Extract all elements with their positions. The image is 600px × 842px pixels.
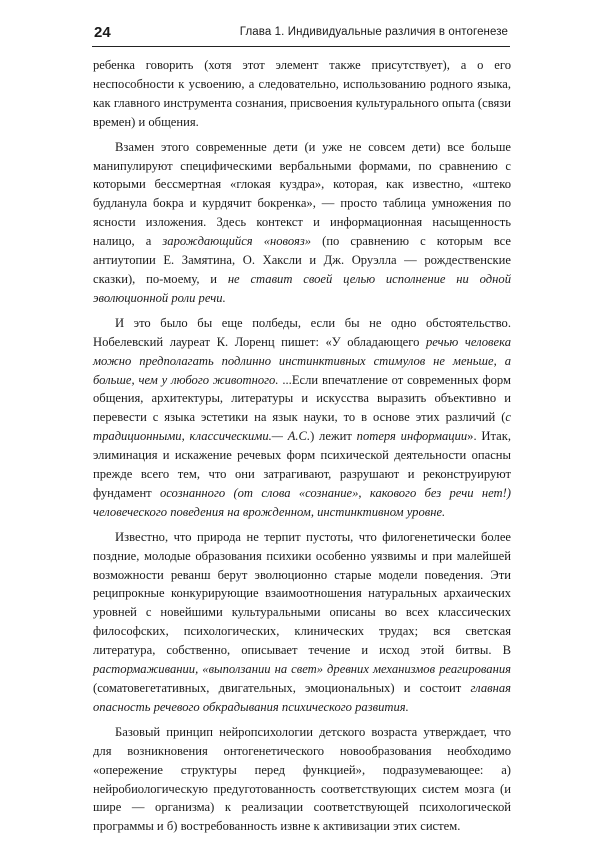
page-number: 24 xyxy=(94,24,111,41)
text-run: (соматовегетативных, двигательных, эмоциональных) и состоит xyxy=(93,681,471,695)
page-header xyxy=(92,22,510,47)
italic-run: осознанного (от слова «сознание», какового без речи нет!) человеческого поведения на врожденном, инстинктивном уровне. xyxy=(93,485,511,519)
text-run: Базовый принцип нейропсихологии детского возраста утверждает, что для возникновения онтогенетического новообразования необходимо «опережение структуры перед функцией», подразумевающее: а) нейробиологическую предуготованность соответствующих систем мозга (и шире — организма) к реализации соответствующей психологической программы и б) востребованность извне к активизации этих систем. xyxy=(93,724,511,834)
paragraph xyxy=(93,314,511,522)
text-run: ». Итак, элиминация и искажение речевых форм психической деятельности опасны прежде всего тем, что они затрагивают, разрушают и реконструируют фундамент xyxy=(93,429,511,500)
italic-run: главная опасность речевого обкрадывания психического развития. xyxy=(93,681,511,714)
paragraph xyxy=(93,723,511,836)
italic-run: речью человека можно предполагать подлинно инстинктивных стимулов не меньше, а больше, чем у любого животного. xyxy=(93,334,511,387)
paragraph xyxy=(93,56,511,132)
paragraph xyxy=(93,138,511,308)
paragraph xyxy=(93,528,511,717)
italic-run: не ставит своей целью исполнение ни одной эволюционной роли речи. xyxy=(93,271,511,305)
running-head: Глава 1. Индивидуальные различия в онтогенезе xyxy=(239,26,508,38)
text-run: ...Если впечатление от современных форм общения, архитектуры, литературы и искусства выразить объективно и перевести с языка эстетики на язык науки, то в основе этих различий ( xyxy=(93,372,512,425)
italic-run: с традиционными, классическими.— А.С. xyxy=(93,410,511,444)
italic-run: растормаживании, «выползании на свет» древних механизмов реагирования xyxy=(93,662,511,677)
text-run: (по сравнению с которым все антиутопии Е. Замятина, О. Хаксли и Дж. Оруэлла — рождественские сказки), по-моему, и xyxy=(93,234,511,286)
text-run: Взамен этого современные дети (и уже не совсем дети) все больше манипулируют специфическими вербальными формами, по сравнению с которыми бессмертная «глокая куздра», которая, как известно, «штеко будланула бокра и курдячит бокренка», — просто таблица умножения по ясности изложения. Здесь контекст и информационная насыщенность налицо, а xyxy=(93,139,511,249)
text-run: Известно, что природа не терпит пустоты, что филогенетически более поздние, молодые образования психики особенно уязвимы и при малейшей возможности реванш берут эволюционно старые модели поведения. Эти реципрокные конкурирующие взаимоотношения натуральных архаических уровней с новейшими культуральными описаны во всех классических философских, психологических, клинических трудах; вся светская литература, собственно, описывает течение и исход этой битвы. В xyxy=(93,529,511,658)
text-run: ) лежит xyxy=(310,429,357,444)
italic-run: потеря информации xyxy=(356,429,468,444)
text-run: И это было бы еще полбеды, если бы не одно обстоятельство. Нобелевский лауреат К. Лоренц пишет: «У обладающего xyxy=(93,315,511,349)
italic-run: зарождающийся «новояз» xyxy=(162,234,312,249)
body-text xyxy=(93,56,511,842)
text-run: ребенка говорить (хотя этот элемент также присутствует), а о его неспособности к усвоению, а следовательно, использованию родного языка, как главного инструмента сознания, присвоения культурального опыта (связи времен) и общения. xyxy=(93,58,511,129)
